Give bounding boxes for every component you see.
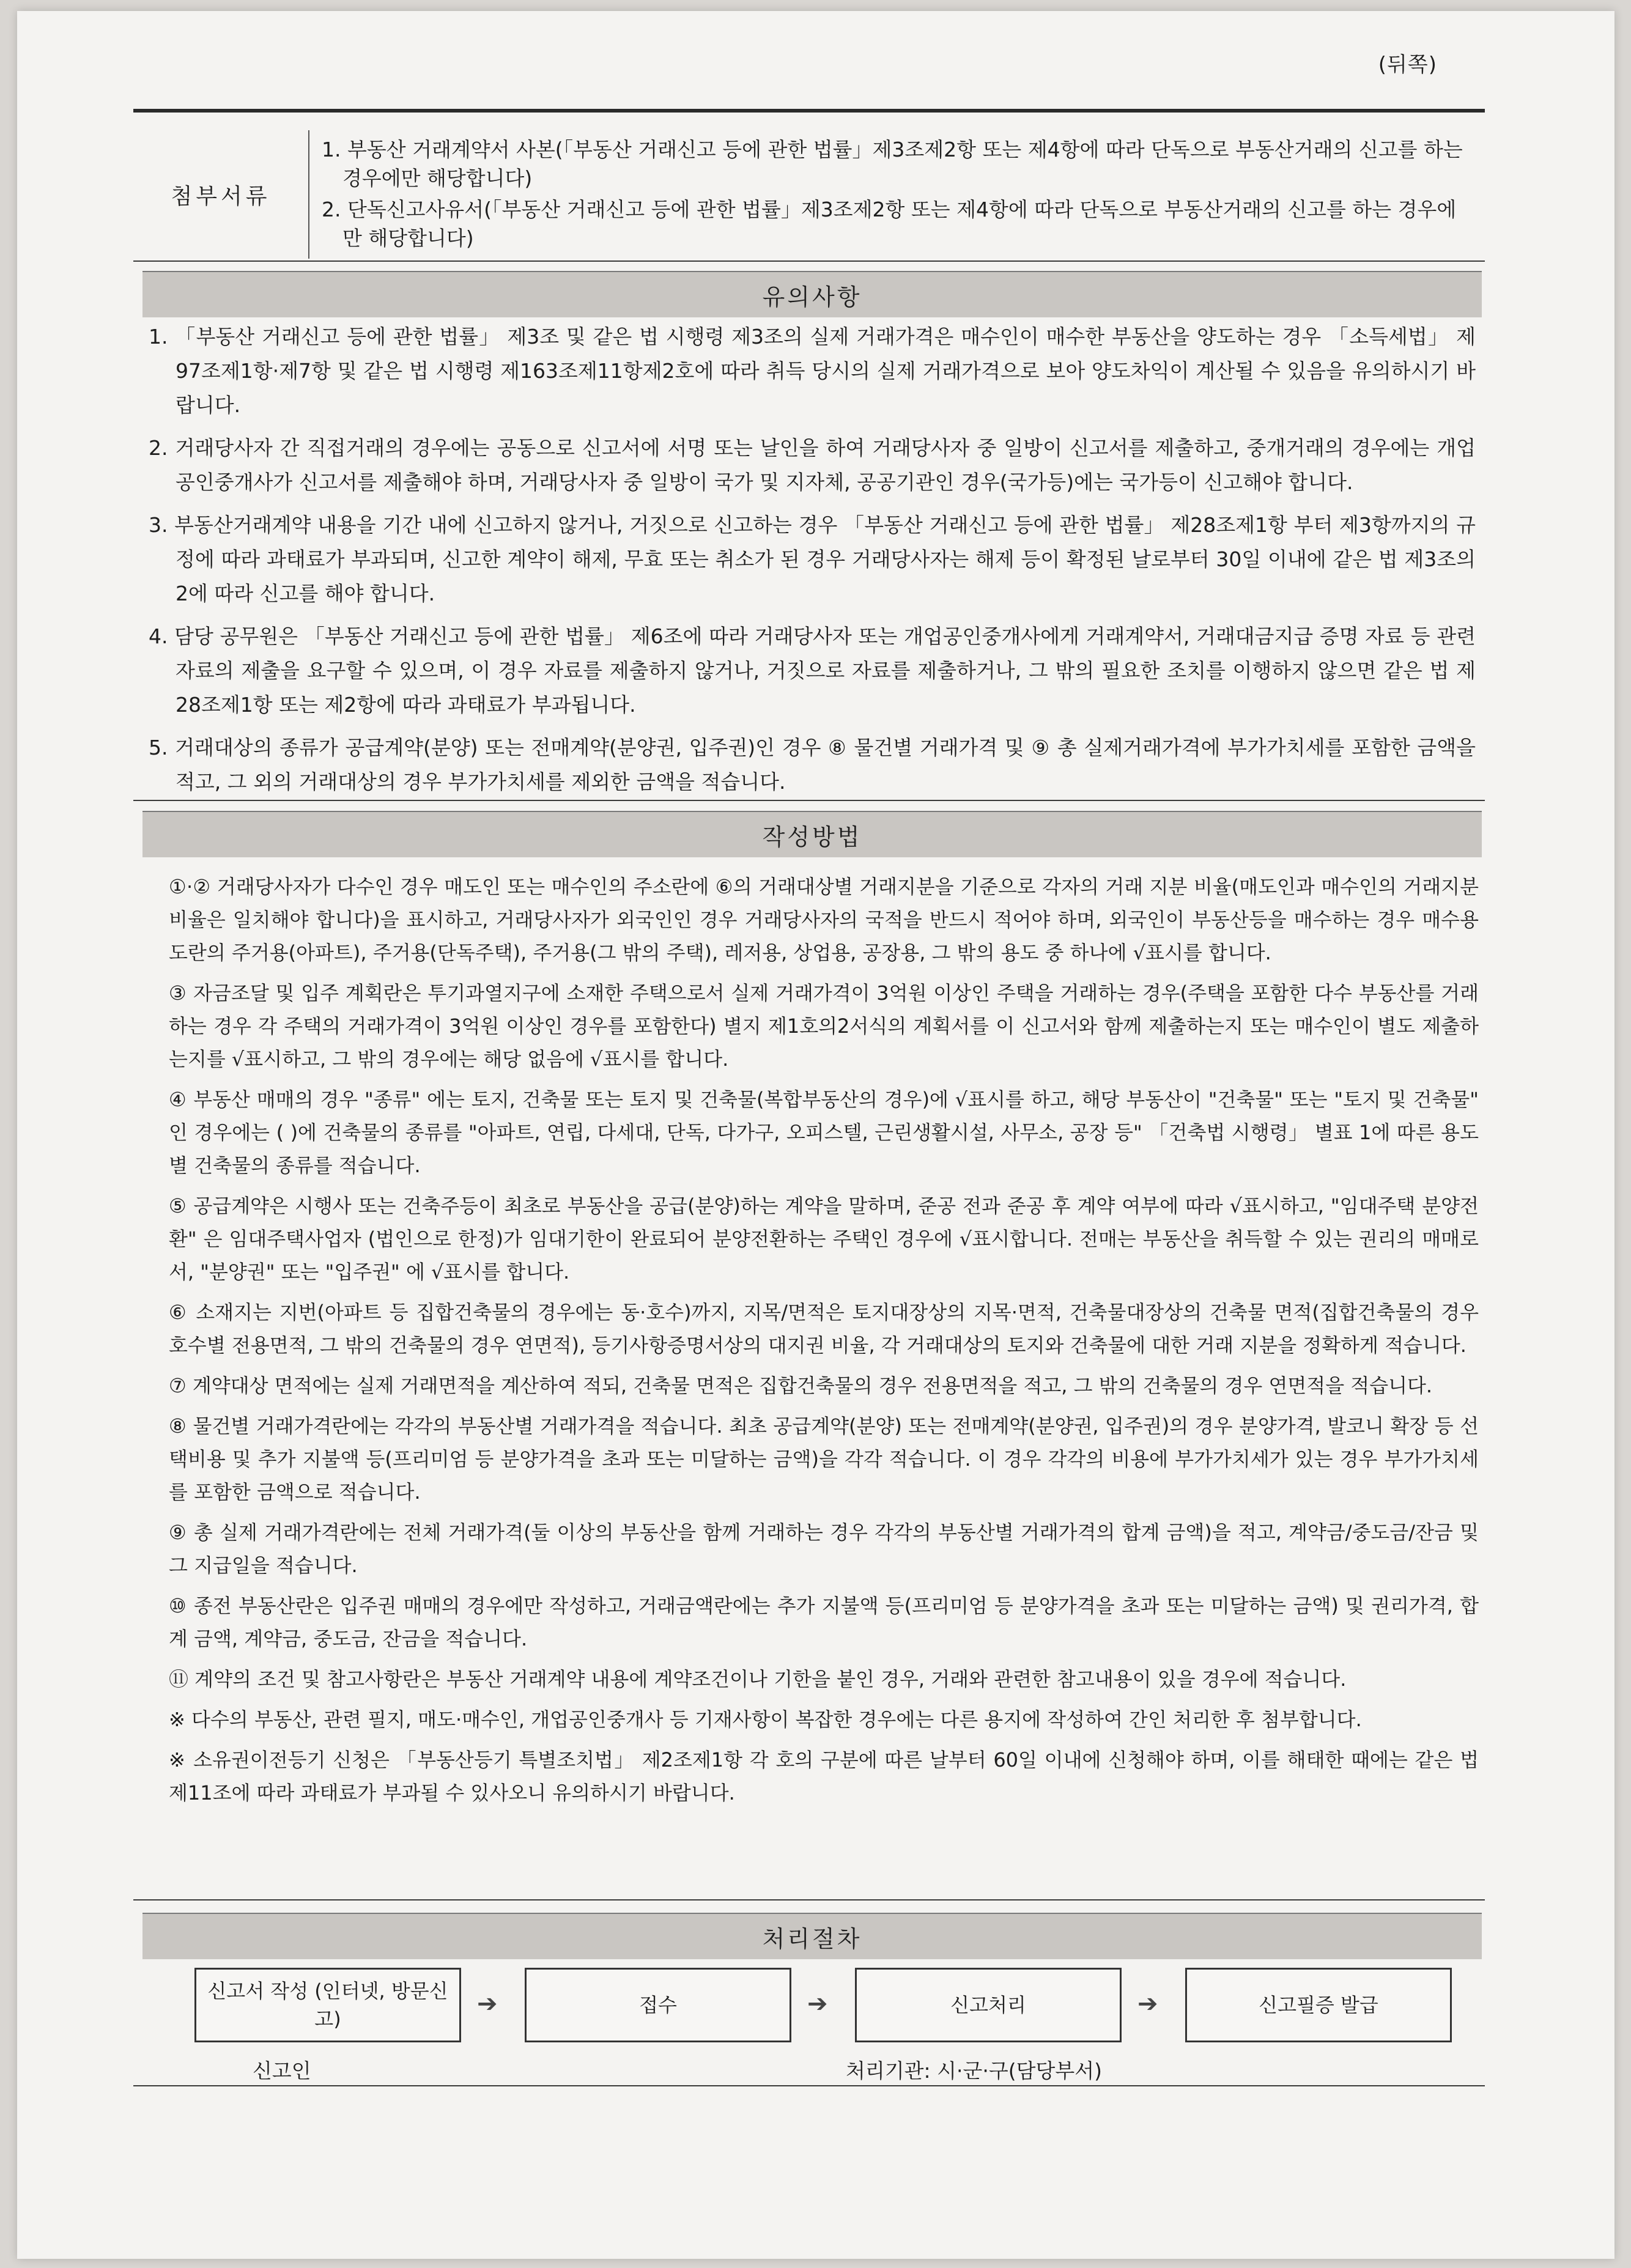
method-item: ※ 다수의 부동산, 관련 필지, 매도·매수인, 개업공인중개사 등 기재사항이 복잡한 경우에는 다른 용지에 작성하여 간인 처리한 후 첨부합니다. — [169, 1708, 1362, 1731]
procedure-flow — [194, 1968, 1448, 2041]
procedure-step: 접수 — [525, 1968, 791, 2042]
procedure-step: 신고서 작성 (인터넷, 방문신고) — [194, 1968, 461, 2042]
note-item: 4. 담당 공무원은 「부동산 거래신고 등에 관한 법률」 제6조에 따라 거래당사자 또는 개업공인중개사에게 거래계약서, 거래대금지급 증명 자료 등 관련 자료의 제출을 요구할 수 있으며, 이 경우 자료를 제출하지 않거나, 거짓으로 자료를 제출하거나, 그 밖의 필요한 조치를 이행하지 않으면 같은 법 제28조제1항 또는 제2항에 따라 과태료가 부과됩니다. — [149, 624, 1476, 717]
top-rule — [133, 109, 1485, 113]
applicant-label: 신고인 — [253, 2059, 311, 2083]
page-side-label: (뒤쪽) — [1378, 53, 1437, 77]
procedure-step: 신고처리 — [855, 1968, 1122, 2042]
note-item: 2. 거래당사자 간 직접거래의 경우에는 공동으로 신고서에 서명 또는 날인을 하여 거래당사자 중 일방이 신고서를 제출하고, 중개거래의 경우에는 개업공인중개사가 신고서를 제출해야 하며, 거래당사자 중 일방이 국가 및 지자체, 공공기관인 경우(국가등)에는 국가등이 신고해야 합니다. — [149, 436, 1476, 494]
method-item: ⑥ 소재지는 지번(아파트 등 집합건축물의 경우에는 동·호수)까지, 지목/면적은 토지대장상의 지목·면적, 건축물대장상의 건축물 면적(집합건축물의 경우 호수별 전용면적, 그 밖의 건축물의 경우 연면적), 등기사항증명서상의 대지권 비율, 각 거래대상의 토지와 건축물에 대한 거래 지분을 정확하게 적습니다. — [169, 1301, 1479, 1357]
document-page — [17, 11, 1614, 2259]
arrow-right-icon: ➔ — [807, 1990, 828, 2018]
method-item: ⑧ 물건별 거래가격란에는 각각의 부동산별 거래가격을 적습니다. 최초 공급계약(분양) 또는 전매계약(분양권, 입주권)의 경우 분양가격, 발코니 확장 등 선택비용 및 추가 지불액 등(프리미엄 등 분양가격을 초과 또는 미달하는 금액)을 각각 적습니다. 이 경우 각각의 비용에 부가가치세가 있는 경우 부가가치세를 포함한 금액으로 적습니다. — [169, 1414, 1479, 1504]
procedure-step: 신고필증 발급 — [1185, 1968, 1452, 2042]
arrow-right-icon: ➔ — [477, 1990, 498, 2018]
notes-header: 유의사항 — [142, 271, 1482, 317]
method-item: ③ 자금조달 및 입주 계획란은 투기과열지구에 소재한 주택으로서 실제 거래가격이 3억원 이상인 주택을 거래하는 경우(주택을 포함한 다수 부동산를 거래하는 경우 각 주택의 거래가격이 3억원 이상인 경우를 포함한다) 별지 제1호의2서식의 계획서를 이 신고서와 함께 제출하는지 또는 매수인이 별도 제출하는지를 √표시하고, 그 밖의 경우에는 해당 없음에 √표시를 합니다. — [169, 981, 1479, 1071]
note-item: 1. 「부동산 거래신고 등에 관한 법률」 제3조 및 같은 법 시행령 제3조의 실제 거래가격은 매수인이 매수한 부동산을 양도하는 경우 「소득세법」 제97조제1항·제7항 및 같은 법 시행령 제163조제11항제2호에 따라 취득 당시의 실제 거래가격으로 보아 양도차익이 계산될 수 있음을 유의하시기 바랍니다. — [149, 325, 1476, 417]
method-item: ⑩ 종전 부동산란은 입주권 매매의 경우에만 작성하고, 거래금액란에는 추가 지불액 등(프리미엄 등 분양가격을 초과 또는 미달하는 금액) 및 권리가격, 합계 금액, 계약금, 중도금, 잔금을 적습니다. — [169, 1594, 1479, 1650]
method-section — [169, 870, 1479, 1817]
method-item: ①·② 거래당사자가 다수인 경우 매도인 또는 매수인의 주소란에 ⑥의 거래대상별 거래지분을 기준으로 각자의 거래 지분 비율(매도인과 매수인의 거래지분 비율은 일치해야 합니다)을 표시하고, 거래당사자가 외국인인 경우 거래당사자의 국적을 반드시 적어야 하며, 외국인이 부동산등을 매수하는 경우 매수용도란의 주거용(아파트), 주거용(단독주택), 주거용(그 밖의 주택), 레저용, 상업용, 공장용, 그 밖의 용도 중 하나에 √표시를 합니다. — [169, 875, 1479, 964]
note-item: 5. 거래대상의 종류가 공급계약(분양) 또는 전매계약(분양권, 입주권)인 경우 ⑧ 물건별 거래가격 및 ⑨ 총 실제거래가격에 부가가치세를 포함한 금액을 적고, 그 외의 거래대상의 경우 부가가치세를 제외한 금액을 적습니다. — [149, 736, 1476, 794]
method-item: ④ 부동산 매매의 경우 "종류" 에는 토지, 건축물 또는 토지 및 건축물(복합부동산의 경우)에 √표시를 하고, 해당 부동산이 "건축물" 또는 "토지 및 건축물" 인 경우에는 ( )에 건축물의 종류를 "아파트, 연립, 다세대, 단독, 다가구, 오피스텔, 근린생활시설, 사무소, 공장 등" 「건축법 시행령」 별표 1에 따른 용도별 건축물의 종류를 적습니다. — [169, 1088, 1479, 1177]
attachments-label: 첨부서류 — [133, 130, 309, 259]
attachments-list — [309, 130, 1485, 259]
method-item: ⑦ 계약대상 면적에는 실제 거래면적을 계산하여 적되, 건축물 면적은 집합건축물의 경우 전용면적을 적고, 그 밖의 건축물의 경우 연면적을 적습니다. — [169, 1374, 1433, 1397]
bottom-rule — [133, 2085, 1485, 2086]
method-header: 작성방법 — [142, 811, 1482, 857]
method-item: ※ 소유권이전등기 신청은 「부동산등기 특별조치법」 제2조제1항 각 호의 구분에 따른 날부터 60일 이내에 신청해야 하며, 이를 해태한 때에는 같은 법 제11조에 따라 과태료가 부과될 수 있사오니 유의하시기 바랍니다. — [169, 1748, 1479, 1804]
attachment-item: 2. 단독신고사유서(「부동산 거래신고 등에 관한 법률」제3조제2항 또는 제4항에 따라 단독으로 부동산거래의 신고를 하는 경우에만 해당합니다) — [322, 198, 1457, 250]
notes-bottom-rule — [133, 800, 1485, 801]
arrow-right-icon: ➔ — [1137, 1990, 1158, 2018]
note-item: 3. 부동산거래계약 내용을 기간 내에 신고하지 않거나, 거짓으로 신고하는 경우 「부동산 거래신고 등에 관한 법률」 제28조제1항 부터 제3항까지의 규정에 따라 과태료가 부과되며, 신고한 계약이 해제, 무효 또는 취소가 된 경우 거래당사자는 해제 등이 확정된 날로부터 30일 이내에 같은 법 제3조의2에 따라 신고를 해야 합니다. — [149, 513, 1476, 605]
attachments-section — [133, 130, 1485, 259]
attachment-item: 1. 부동산 거래계약서 사본(「부동산 거래신고 등에 관한 법률」제3조제2항 또는 제4항에 따라 단독으로 부동산거래의 신고를 하는 경우에만 해당합니다) — [322, 138, 1463, 190]
procedure-header: 처리절차 — [142, 1913, 1482, 1959]
method-bottom-rule — [133, 1899, 1485, 1900]
method-item: ⑤ 공급계약은 시행사 또는 건축주등이 최초로 부동산을 공급(분양)하는 계약을 말하며, 준공 전과 준공 후 계약 여부에 따라 √표시하고, "임대주택 분양전환" 은 임대주택사업자 (법인으로 한정)가 임대기한이 완료되어 분양전환하는 주택인 경우에 √표시합니다. 전매는 부동산을 취득할 수 있는 권리의 매매로서, "분양권" 또는 "입주권" 에 √표시를 합니다. — [169, 1194, 1479, 1284]
notes-section — [149, 320, 1476, 808]
method-item: ⑪ 계약의 조건 및 참고사항란은 부동산 거래계약 내용에 계약조건이나 기한을 붙인 경우, 거래와 관련한 참고내용이 있을 경우에 적습니다. — [169, 1668, 1347, 1691]
agency-label: 처리기관: 시·군·구(담당부서) — [846, 2059, 1102, 2083]
method-item: ⑨ 총 실제 거래가격란에는 전체 거래가격(둘 이상의 부동산을 함께 거래하는 경우 각각의 부동산별 거래가격의 합계 금액)을 적고, 계약금/중도금/잔금 및 그 지급일을 적습니다. — [169, 1521, 1479, 1577]
attachments-bottom-rule — [133, 260, 1485, 262]
